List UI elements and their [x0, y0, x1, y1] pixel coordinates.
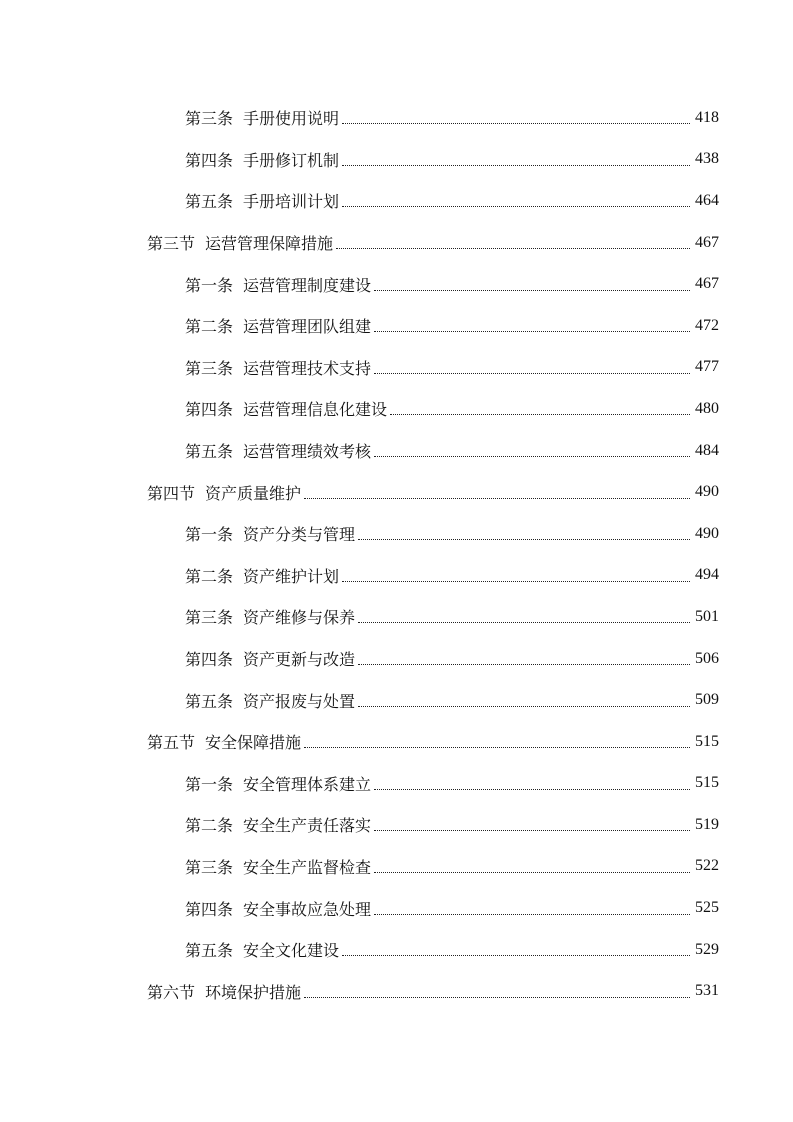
toc-entry-title: 运营管理技术支持 — [243, 358, 372, 378]
toc-entry-title: 资产维护计划 — [243, 566, 340, 586]
toc-entry-title: 运营管理团队组建 — [243, 317, 372, 337]
dot-leader — [374, 830, 690, 831]
toc-article-row[interactable] — [0, 596, 719, 638]
toc-section-row[interactable] — [0, 222, 719, 264]
toc-entry-title: 安全文化建设 — [243, 941, 340, 961]
toc-entry-page-number: 515 — [695, 732, 719, 750]
toc-entry-number: 第四条 — [185, 150, 234, 170]
toc-entry-page-number: 480 — [695, 399, 719, 417]
toc-entry-title: 手册培训计划 — [243, 192, 340, 212]
dot-leader — [358, 664, 690, 665]
dot-leader — [374, 456, 690, 457]
toc-article-row[interactable] — [0, 804, 719, 846]
toc-article-row[interactable] — [0, 929, 719, 971]
toc-article-row[interactable] — [0, 763, 719, 805]
toc-article-row[interactable] — [0, 139, 719, 181]
toc-article-row[interactable] — [0, 305, 719, 347]
toc-entry-title: 运营管理保障措施 — [205, 234, 334, 254]
table-of-contents — [0, 97, 793, 1012]
toc-entry-number: 第五节 — [147, 733, 196, 753]
toc-entry-number: 第四节 — [147, 483, 196, 503]
toc-entry-page-number: 418 — [695, 108, 719, 126]
toc-entry-page-number: 509 — [695, 691, 719, 709]
dot-leader — [342, 165, 690, 166]
toc-entry-page-number: 519 — [695, 815, 719, 833]
toc-entry-page-number: 522 — [695, 857, 719, 875]
dot-leader — [374, 373, 690, 374]
toc-article-row[interactable] — [0, 263, 719, 305]
toc-entry-number: 第一条 — [185, 525, 234, 545]
toc-entry-number: 第五条 — [185, 941, 234, 961]
toc-entry-page-number: 467 — [695, 275, 719, 293]
toc-entry-title: 运营管理绩效考核 — [243, 442, 372, 462]
dot-leader — [358, 622, 690, 623]
toc-entry-number: 第四条 — [185, 899, 234, 919]
toc-entry-page-number: 438 — [695, 150, 719, 168]
toc-entry-page-number: 490 — [695, 524, 719, 542]
dot-leader — [342, 206, 690, 207]
toc-article-row[interactable] — [0, 638, 719, 680]
toc-article-row[interactable] — [0, 97, 719, 139]
toc-entry-page-number: 467 — [695, 233, 719, 251]
toc-entry-page-number: 490 — [695, 483, 719, 501]
dot-leader — [342, 581, 690, 582]
dot-leader — [374, 914, 690, 915]
toc-article-row[interactable] — [0, 180, 719, 222]
dot-leader — [374, 872, 690, 873]
toc-section-row[interactable] — [0, 721, 719, 763]
dot-leader — [304, 498, 690, 499]
toc-article-row[interactable] — [0, 513, 719, 555]
dot-leader — [374, 290, 690, 291]
toc-entry-page-number: 501 — [695, 607, 719, 625]
toc-entry-number: 第四条 — [185, 400, 234, 420]
toc-entry-page-number: 464 — [695, 191, 719, 209]
toc-entry-title: 安全生产监督检查 — [243, 857, 372, 877]
toc-entry-page-number: 525 — [695, 899, 719, 917]
toc-entry-title: 手册使用说明 — [243, 109, 340, 129]
dot-leader — [342, 955, 690, 956]
dot-leader — [390, 414, 690, 415]
toc-entry-title: 运营管理制度建设 — [243, 275, 372, 295]
toc-entry-number: 第二条 — [185, 816, 234, 836]
toc-entry-title: 运营管理信息化建设 — [243, 400, 388, 420]
dot-leader — [358, 706, 690, 707]
toc-entry-number: 第三节 — [147, 234, 196, 254]
toc-entry-page-number: 506 — [695, 649, 719, 667]
toc-article-row[interactable] — [0, 388, 719, 430]
toc-entry-title: 安全管理体系建立 — [243, 774, 372, 794]
toc-entry-number: 第五条 — [185, 442, 234, 462]
toc-article-row[interactable] — [0, 679, 719, 721]
dot-leader — [374, 789, 690, 790]
toc-section-row[interactable] — [0, 970, 719, 1012]
toc-article-row[interactable] — [0, 846, 719, 888]
toc-entry-number: 第三条 — [185, 608, 234, 628]
dot-leader — [342, 123, 690, 124]
toc-entry-page-number: 515 — [695, 774, 719, 792]
toc-entry-title: 资产更新与改造 — [243, 650, 356, 670]
toc-article-row[interactable] — [0, 555, 719, 597]
toc-entry-title: 资产维修与保养 — [243, 608, 356, 628]
toc-entry-page-number: 531 — [695, 982, 719, 1000]
dot-leader — [374, 331, 690, 332]
toc-entry-title: 资产质量维护 — [205, 483, 302, 503]
toc-entry-number: 第六节 — [147, 982, 196, 1002]
dot-leader — [304, 997, 690, 998]
toc-entry-title: 环境保护措施 — [205, 982, 302, 1002]
dot-leader — [304, 747, 690, 748]
toc-entry-number: 第三条 — [185, 358, 234, 378]
toc-entry-page-number: 484 — [695, 441, 719, 459]
toc-entry-page-number: 494 — [695, 566, 719, 584]
toc-entry-number: 第三条 — [185, 109, 234, 129]
toc-article-row[interactable] — [0, 347, 719, 389]
toc-entry-page-number: 472 — [695, 316, 719, 334]
toc-entry-title: 安全事故应急处理 — [243, 899, 372, 919]
dot-leader — [358, 539, 690, 540]
toc-entry-title: 安全生产责任落实 — [243, 816, 372, 836]
toc-entry-number: 第五条 — [185, 192, 234, 212]
toc-entry-number: 第三条 — [185, 857, 234, 877]
toc-entry-title: 手册修订机制 — [243, 150, 340, 170]
toc-article-row[interactable] — [0, 430, 719, 472]
dot-leader — [336, 248, 690, 249]
toc-entry-title: 资产报废与处置 — [243, 691, 356, 711]
toc-entry-title: 安全保障措施 — [205, 733, 302, 753]
toc-entry-number: 第四条 — [185, 650, 234, 670]
toc-entry-page-number: 529 — [695, 940, 719, 958]
toc-entry-number: 第五条 — [185, 691, 234, 711]
toc-entry-number: 第一条 — [185, 774, 234, 794]
toc-article-row[interactable] — [0, 887, 719, 929]
toc-entry-number: 第二条 — [185, 566, 234, 586]
toc-entry-title: 资产分类与管理 — [243, 525, 356, 545]
toc-entry-number: 第一条 — [185, 275, 234, 295]
toc-entry-number: 第二条 — [185, 317, 234, 337]
toc-entry-page-number: 477 — [695, 358, 719, 376]
toc-section-row[interactable] — [0, 471, 719, 513]
